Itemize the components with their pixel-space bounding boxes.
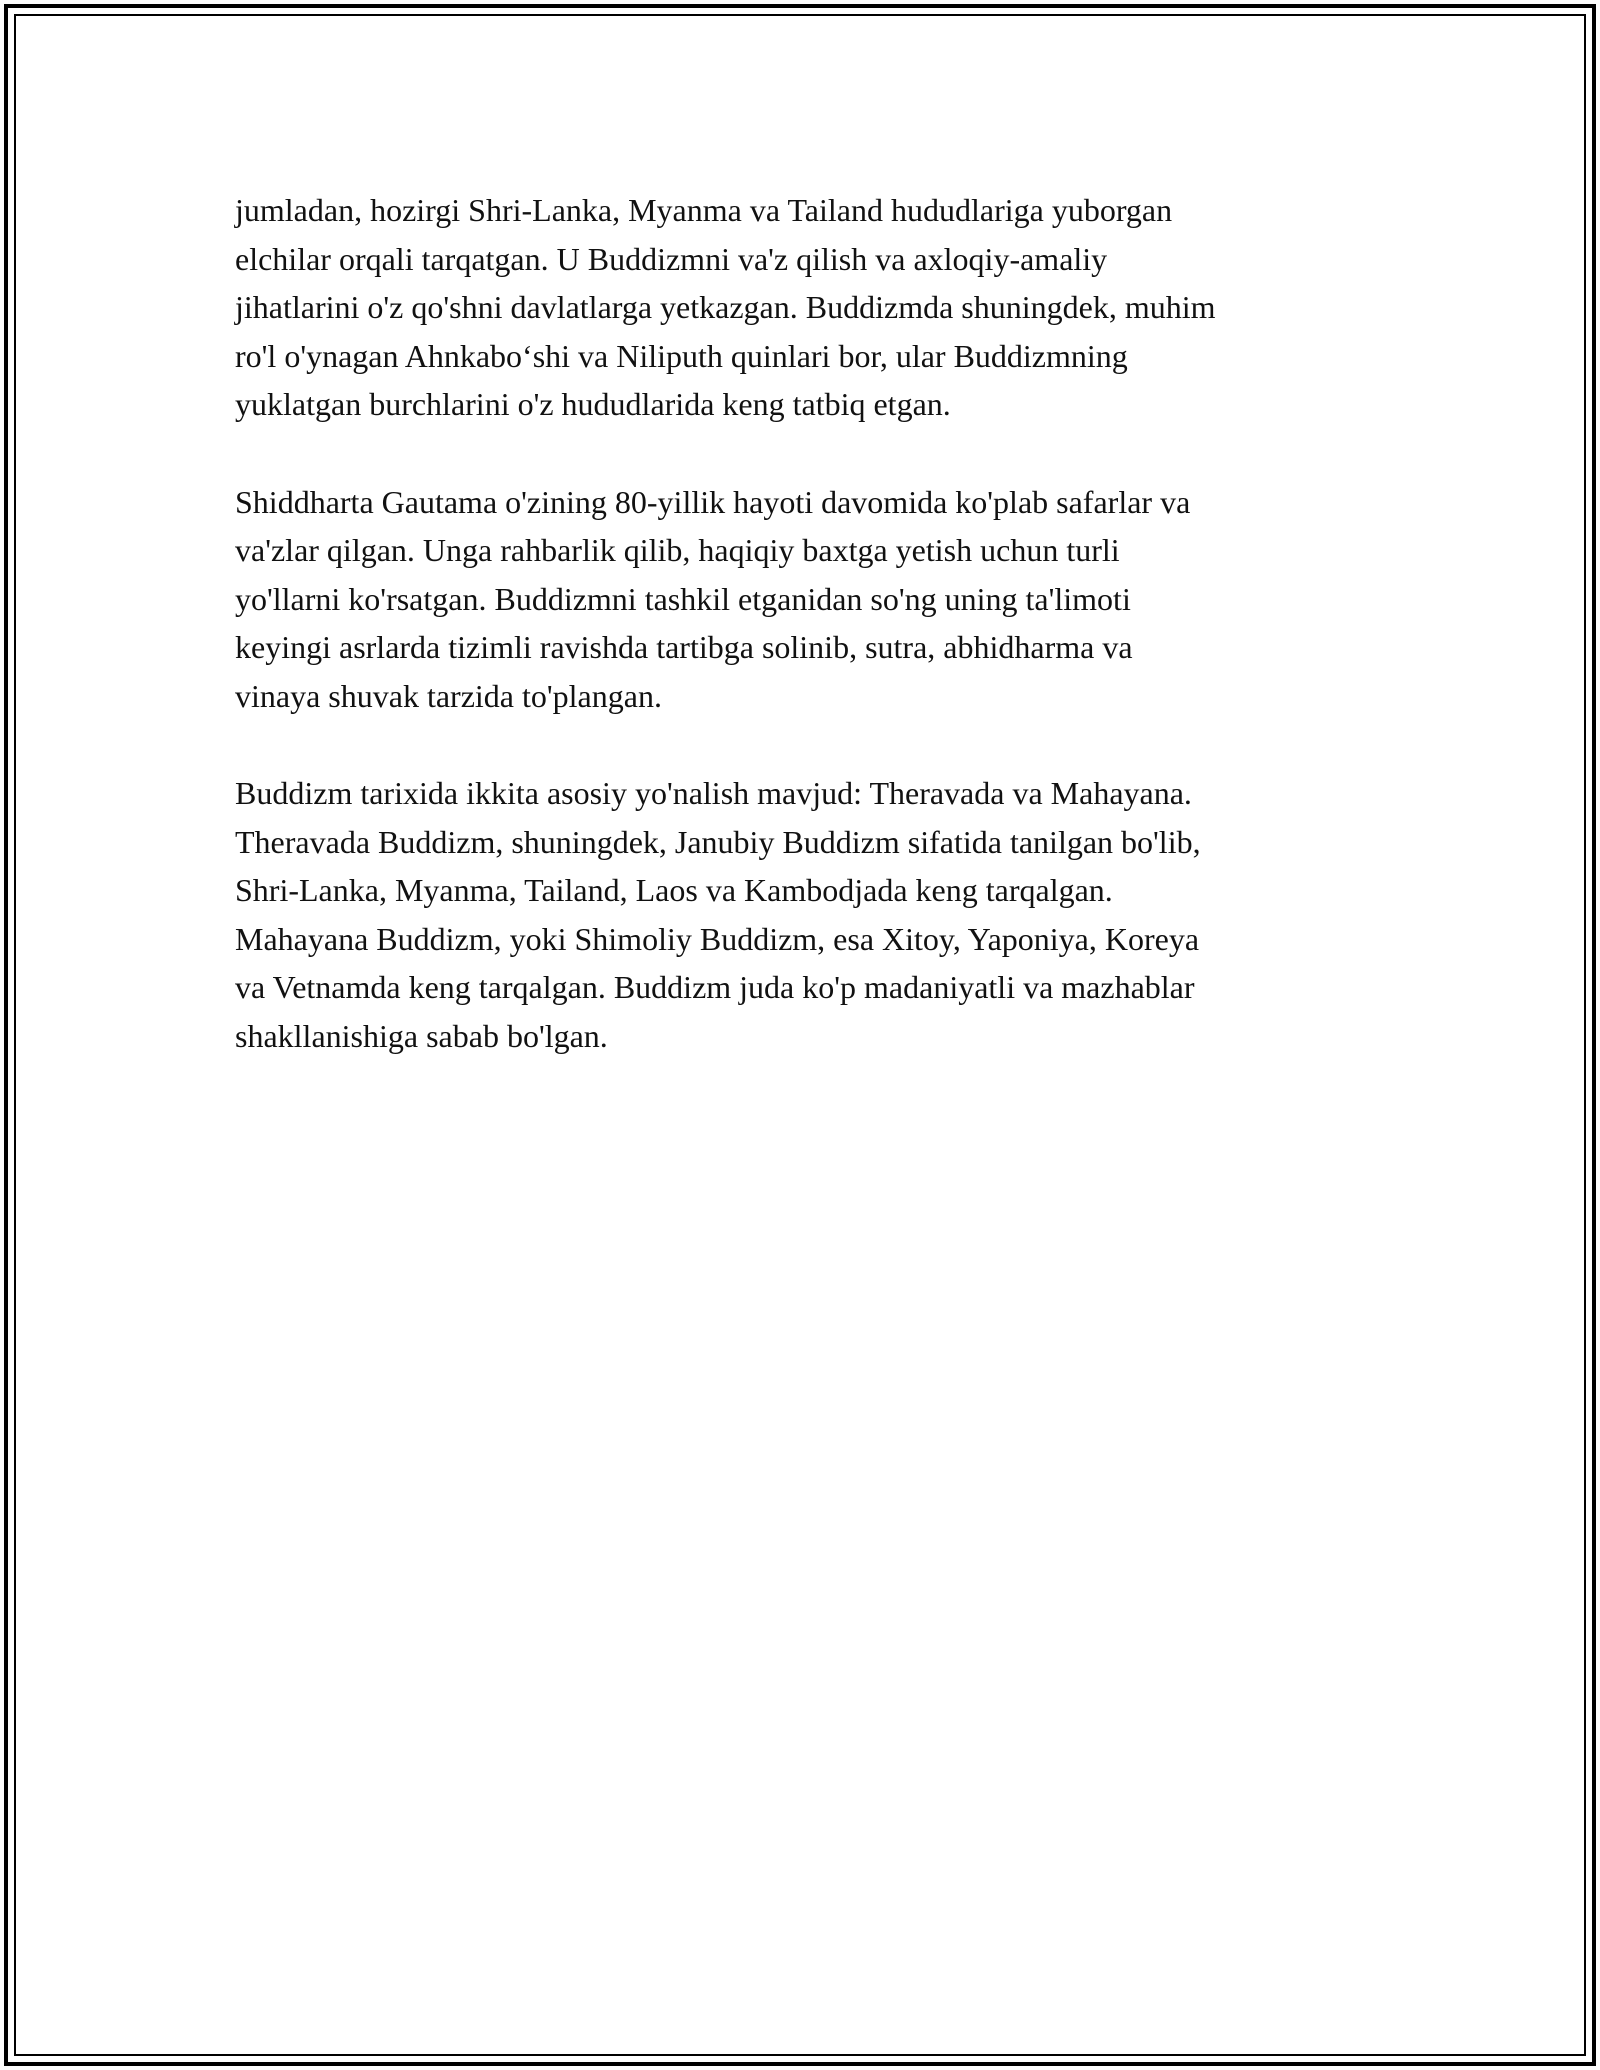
text-line: jihatlarini o'z qo'shni davlatlarga yetkazgan. Buddizmda shuningdek, muhim: [235, 289, 1216, 325]
document-body: [235, 186, 1375, 1109]
text-line: keyingi asrlarda tizimli ravishda tartibga solinib, sutra, abhidharma va: [235, 629, 1133, 665]
text-line: Theravada Buddizm, shuningdek, Janubiy Buddizm sifatida tanilgan bo'lib,: [235, 823, 1201, 860]
text-line: Buddizm tarixida ikkita asosiy yo'nalish mavjud: Theravada va Mahayana.: [235, 775, 1192, 811]
paragraph-3: [235, 769, 1375, 1060]
text-line: jumladan, hozirgi Shri-Lanka, Myanma va Tailand hududlariga yuborgan: [235, 192, 1173, 228]
text-line: Shri-Lanka, Myanma, Tailand, Laos va Kambodjada keng tarqalgan.: [235, 872, 1113, 908]
text-line: va'zlar qilgan. Unga rahbarlik qilib, haqiqiy baxtga yetish uchun turli: [235, 532, 1120, 568]
paragraph-2: [235, 478, 1375, 721]
text-line: elchilar orqali tarqatgan. U Buddizmni va'z qilish va axloqiy-amaliy: [235, 240, 1108, 277]
text-line: Mahayana Buddizm, yoki Shimoliy Buddizm, esa Xitoy, Yaponiya, Koreya: [235, 920, 1200, 957]
paragraph-1: [235, 186, 1375, 429]
text-line: va Vetnamda keng tarqalgan. Buddizm juda ko'p madaniyatli va mazhablar: [235, 969, 1195, 1005]
text-line: yo'llarni ko'rsatgan. Buddizmni tashkil etganidan so'ng uning ta'limoti: [235, 580, 1131, 617]
text-line: yuklatgan burchlarini o'z hududlarida keng tatbiq etgan.: [235, 386, 951, 422]
text-line: ro'l o'ynagan Ahnkabo‘shi va Niliputh quinlari bor, ular Buddizmning: [235, 337, 1128, 374]
text-line: vinaya shuvak tarzida to'plangan.: [235, 677, 662, 714]
text-line: shakllanishiga sabab bo'lgan.: [235, 1017, 608, 1054]
text-line: Shiddharta Gautama o'zining 80-yillik hayoti davomida ko'plab safarlar va: [235, 483, 1191, 520]
